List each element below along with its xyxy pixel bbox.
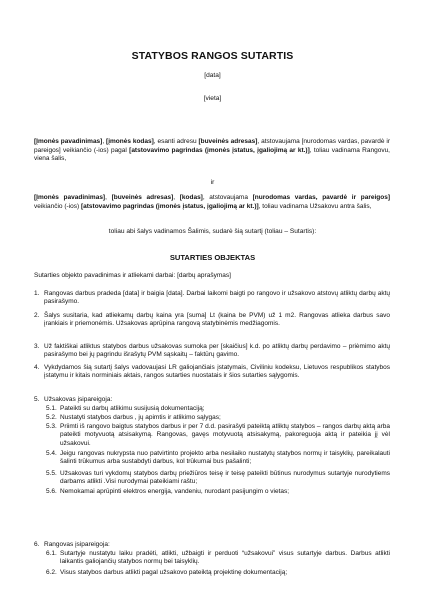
- list-subitem-6-1: [46, 550, 390, 567]
- party-one-basis: [atstovavimo pagrindas (įmonės įstatus, įgaliojimą ar kt.)]: [129, 146, 310, 154]
- subitem-text: Sutartyje nustatytu laiku pradėti, atlikti, užbaigti ir perduoti “užsakovui” visus sutartyje darbus. Darbus atlikti laikantis galiojančių statybos normų bei taisyklių.: [60, 550, 390, 566]
- party-one-text: , esanti adresu: [153, 138, 199, 145]
- subitem-number: 5.4.: [46, 450, 57, 457]
- item-text: Už faktiškai atliktus statybos darbus užsakovas sumoka per [skaičius] k.d. po atliktų darbų perdavimo – priėmimo aktų pasirašymo bei jų pagrindu išrašytų PVM sąskaitų – faktūrų gavimo.: [44, 343, 390, 359]
- subitem-text: Nemokamai aprūpinti elektros energija, vandeniu, nurodant pasijungim o vietas;: [60, 488, 290, 495]
- item-text: Vykdydamos šią sutartį šalys vadovaujasi LR galiojančiais įstatymais, Civiliniu kodeksu, Lietuvos respublikos statybos įstatymu ir kitais norminiais aktais, rangos sutarties nuostatais ir šios sutarties sąlygomis.: [44, 364, 390, 380]
- item-number: 1.: [34, 290, 40, 297]
- item-number: 3.: [34, 343, 40, 350]
- item-text: Užsakovas įsipareigoja:: [44, 396, 113, 403]
- party-one-company-name: [Įmonės pavadinimas]: [34, 138, 103, 145]
- subitem-text: Priimti iš rangovo baigtus statybos darbus ir per 7 d.d. pasirašyti pateiktą atliktų statybos – rangos darbų aktą arba pateikti motyvuotą atsisakymą. Rangovas, gavęs motyvuotą atsisakymą, pakoreguoja aktą ir pateikia jį vėl užsakovui.: [60, 423, 390, 447]
- list-subitem-5-3: [46, 423, 390, 448]
- item-number: 4.: [34, 364, 40, 371]
- party-one-address: [buveinės adresas]: [198, 138, 258, 145]
- subitem-number: 5.3.: [46, 423, 57, 430]
- party-one-paragraph: [34, 138, 390, 164]
- party-two-text: veikiančio (-ios): [34, 202, 81, 210]
- subitem-text: Užsakovas turi vykdomų statybos darbų priežiūros teisę ir teisę pateikti būtinus nurodymus sutartyje nurodytiems darbams atlikti .Visi nurodymai pateikiami raštu;: [60, 470, 390, 486]
- party-one-company-code: [įmonės kodas]: [106, 138, 154, 145]
- subitem-number: 5.5.: [46, 470, 57, 477]
- subitem-text: Visus statybos darbus atlikti pagal užsakovo pateiktą projektinę dokumentaciją;: [60, 569, 288, 576]
- item-text: Šalys susitaria, kad atliekamų darbų kaina yra [suma] Lt (kaina be PVM) už 1 m2. Rangovas atlieka darbus savo įrankiais ir priemonėmis. Užsakovas aprūpina rangovą statybinėmis medžiagomis.: [44, 312, 390, 328]
- subitem-text: Pateikti su darbų atlikimu susijusią dokumentaciją;: [60, 405, 205, 412]
- subitem-number: 6.2.: [46, 569, 57, 576]
- subitem-text: Jeigu rangovas nukrypsta nuo patvirtinto projekto arba nesilaiko nustatytų statybos normų ir taisyklių, pareikalauti šalinti trūkumus arba sustabdyti darbus, kol trūkumai bus pašalinti;: [60, 450, 390, 466]
- party-two-code: [kodas]: [179, 194, 203, 201]
- subitem-number: 5.1.: [46, 405, 57, 412]
- subitem-number: 5.6.: [46, 488, 57, 495]
- subitem-number: 5.2.: [46, 414, 57, 421]
- party-two-company-name: [Įmonės pavadinimas]: [34, 194, 106, 201]
- list-subitem-5-2: [46, 414, 390, 422]
- object-line: Sutarties objekto pavadinimas ir atliekami darbai: [darbų aprašymas]: [34, 272, 231, 279]
- place-placeholder: [vieta]: [203, 95, 222, 102]
- list-subitem-5-4: [46, 450, 390, 467]
- list-subitem-5-6: [46, 488, 390, 496]
- item-text: Rangovas įsipareigoja:: [44, 541, 110, 548]
- item-text: Rangovas darbus pradeda [data] ir baigia [data]. Darbai laikomi baigti po rangovo ir užsakovo atstovų atliktų darbų aktų pasirašymo.: [44, 290, 390, 306]
- party-two-address: [buveinės adresas]: [111, 194, 174, 201]
- party-two-text: , atstovaujama: [202, 194, 253, 201]
- list-item-6: [34, 541, 390, 549]
- list-item-1: [34, 290, 390, 307]
- party-one-text: , toliau vadinama Rangovu, viena šalis,: [34, 146, 390, 163]
- item-number: 2.: [34, 312, 40, 319]
- party-two-basis: [atstovavimo pagrindas (įmonės įstatus, įgaliojimą ar kt.)]: [80, 202, 259, 210]
- party-two-text: ,: [105, 194, 112, 201]
- list-item-5: [34, 396, 390, 404]
- list-item-2: [34, 312, 390, 329]
- subitem-text: Nustatyti statybos darbus , jų apimtis ir atlikimo sąlygas;: [60, 414, 221, 421]
- list-subitem-6-2: [46, 569, 390, 577]
- list-subitem-5-1: [46, 405, 390, 413]
- parties-line: toliau abi šalys vadinamos Šalimis, sudarė šią sutartį (toliau – Sutartis):: [108, 228, 317, 235]
- item-number: 6.: [34, 541, 40, 548]
- list-item-4: [34, 364, 390, 381]
- party-two-paragraph: [34, 194, 390, 211]
- document-title: STATYBOS RANGOS SUTARTIS: [131, 50, 294, 62]
- party-two-text: ,: [173, 194, 180, 201]
- item-number: 5.: [34, 396, 40, 403]
- party-one-text: ,: [102, 138, 107, 145]
- list-subitem-5-5: [46, 470, 390, 487]
- party-two-representative: [nurodomas vardas, pavardė ir pareigos]: [252, 194, 390, 201]
- section-title: SUTARTIES OBJEKTAS: [169, 253, 256, 262]
- and-separator: ir: [210, 179, 215, 186]
- date-placeholder: [data]: [204, 72, 221, 79]
- party-two-text: , toliau vadinama Užsakovu antra šalis,: [258, 202, 372, 210]
- subitem-number: 6.1.: [46, 550, 57, 557]
- list-item-3: [34, 343, 390, 360]
- party-one-text: , atstovaujama [nurodomas vardas, pavardė ir pareigos] veikiančio (-ios) pagal: [34, 138, 390, 154]
